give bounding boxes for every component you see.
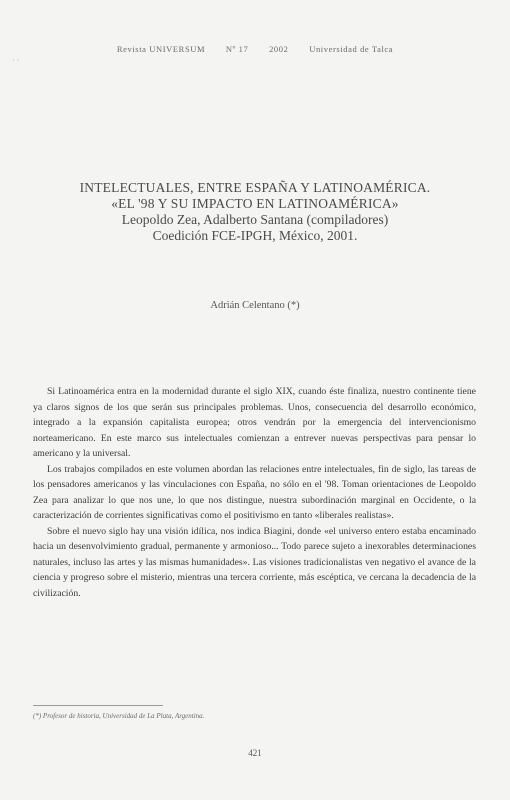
body-text: [33, 384, 476, 601]
title-line-3: Leopoldo Zea, Adalberto Santana (compiladores): [121, 212, 389, 227]
journal-name: Revista UNIVERSUM: [116, 44, 206, 54]
university-name: Universidad de Talca: [309, 44, 394, 54]
margin-mark: · ·: [12, 56, 20, 65]
title-block: [60, 180, 450, 244]
footnote: (*) Profesor de historia, Universidad de La Plata, Argentina.: [33, 712, 205, 720]
title-line-2: «EL '98 Y SU IMPACTO EN LATINOAMÉRICA»: [111, 196, 399, 211]
paragraph: Sobre el nuevo siglo hay una visión idílica, nos indica Biagini, donde «el universo entero estaba encaminado hacia un desenvolvimiento gradual, permanente y armonioso... Todo parece sujeto a inexorables determinaciones naturales, incluso las artes y las mismas humanidades». Las visiones tradicionalistas ven negativo el avance de la ciencia y progreso sobre el misterio, mientras una tercera corriente, más escéptica, ve cercana la decadencia de la civilización.: [33, 525, 476, 599]
paragraph: Los trabajos compilados en este volumen abordan las relaciones entre intelectuales, fin de siglo, las tareas de los pensadores americanos y las vinculaciones con España, no sólo en el '98. Toman orientaciones de Leopoldo Zea para analizar lo que nos une, lo que nos distingue, nuestra subordinación marginal en Occidente, o la caracterización de corrientes significativas como el positivismo en tanto «liberales realistas».: [33, 463, 476, 521]
page-number: 421: [248, 748, 262, 758]
footnote-divider: [33, 705, 163, 706]
author-name: Adrián Celentano (*): [210, 300, 300, 311]
issue-number: Nº 17: [225, 44, 249, 54]
issue-year: 2002: [269, 44, 289, 54]
paragraph: Si Latinoamérica entra en la modernidad durante el siglo XIX, cuando éste finaliza, nuestro continente tiene ya claros signos de los que serán sus principales problemas. Unos, consecuencia del desarrollo económico, integrado a la expansión capitalista europea; otros vendrán por la emergencia del intervencionismo norteamericano. En este marco sus intelectuales comienzan a entrever nuevas perspectivas para pensar lo americano y la universal.: [33, 386, 476, 459]
running-header: [0, 44, 510, 54]
title-line-4: Coedición FCE-IPGH, México, 2001.: [152, 228, 358, 243]
title-line-1: INTELECTUALES, ENTRE ESPAÑA Y LATINOAMÉRICA.: [79, 180, 431, 195]
